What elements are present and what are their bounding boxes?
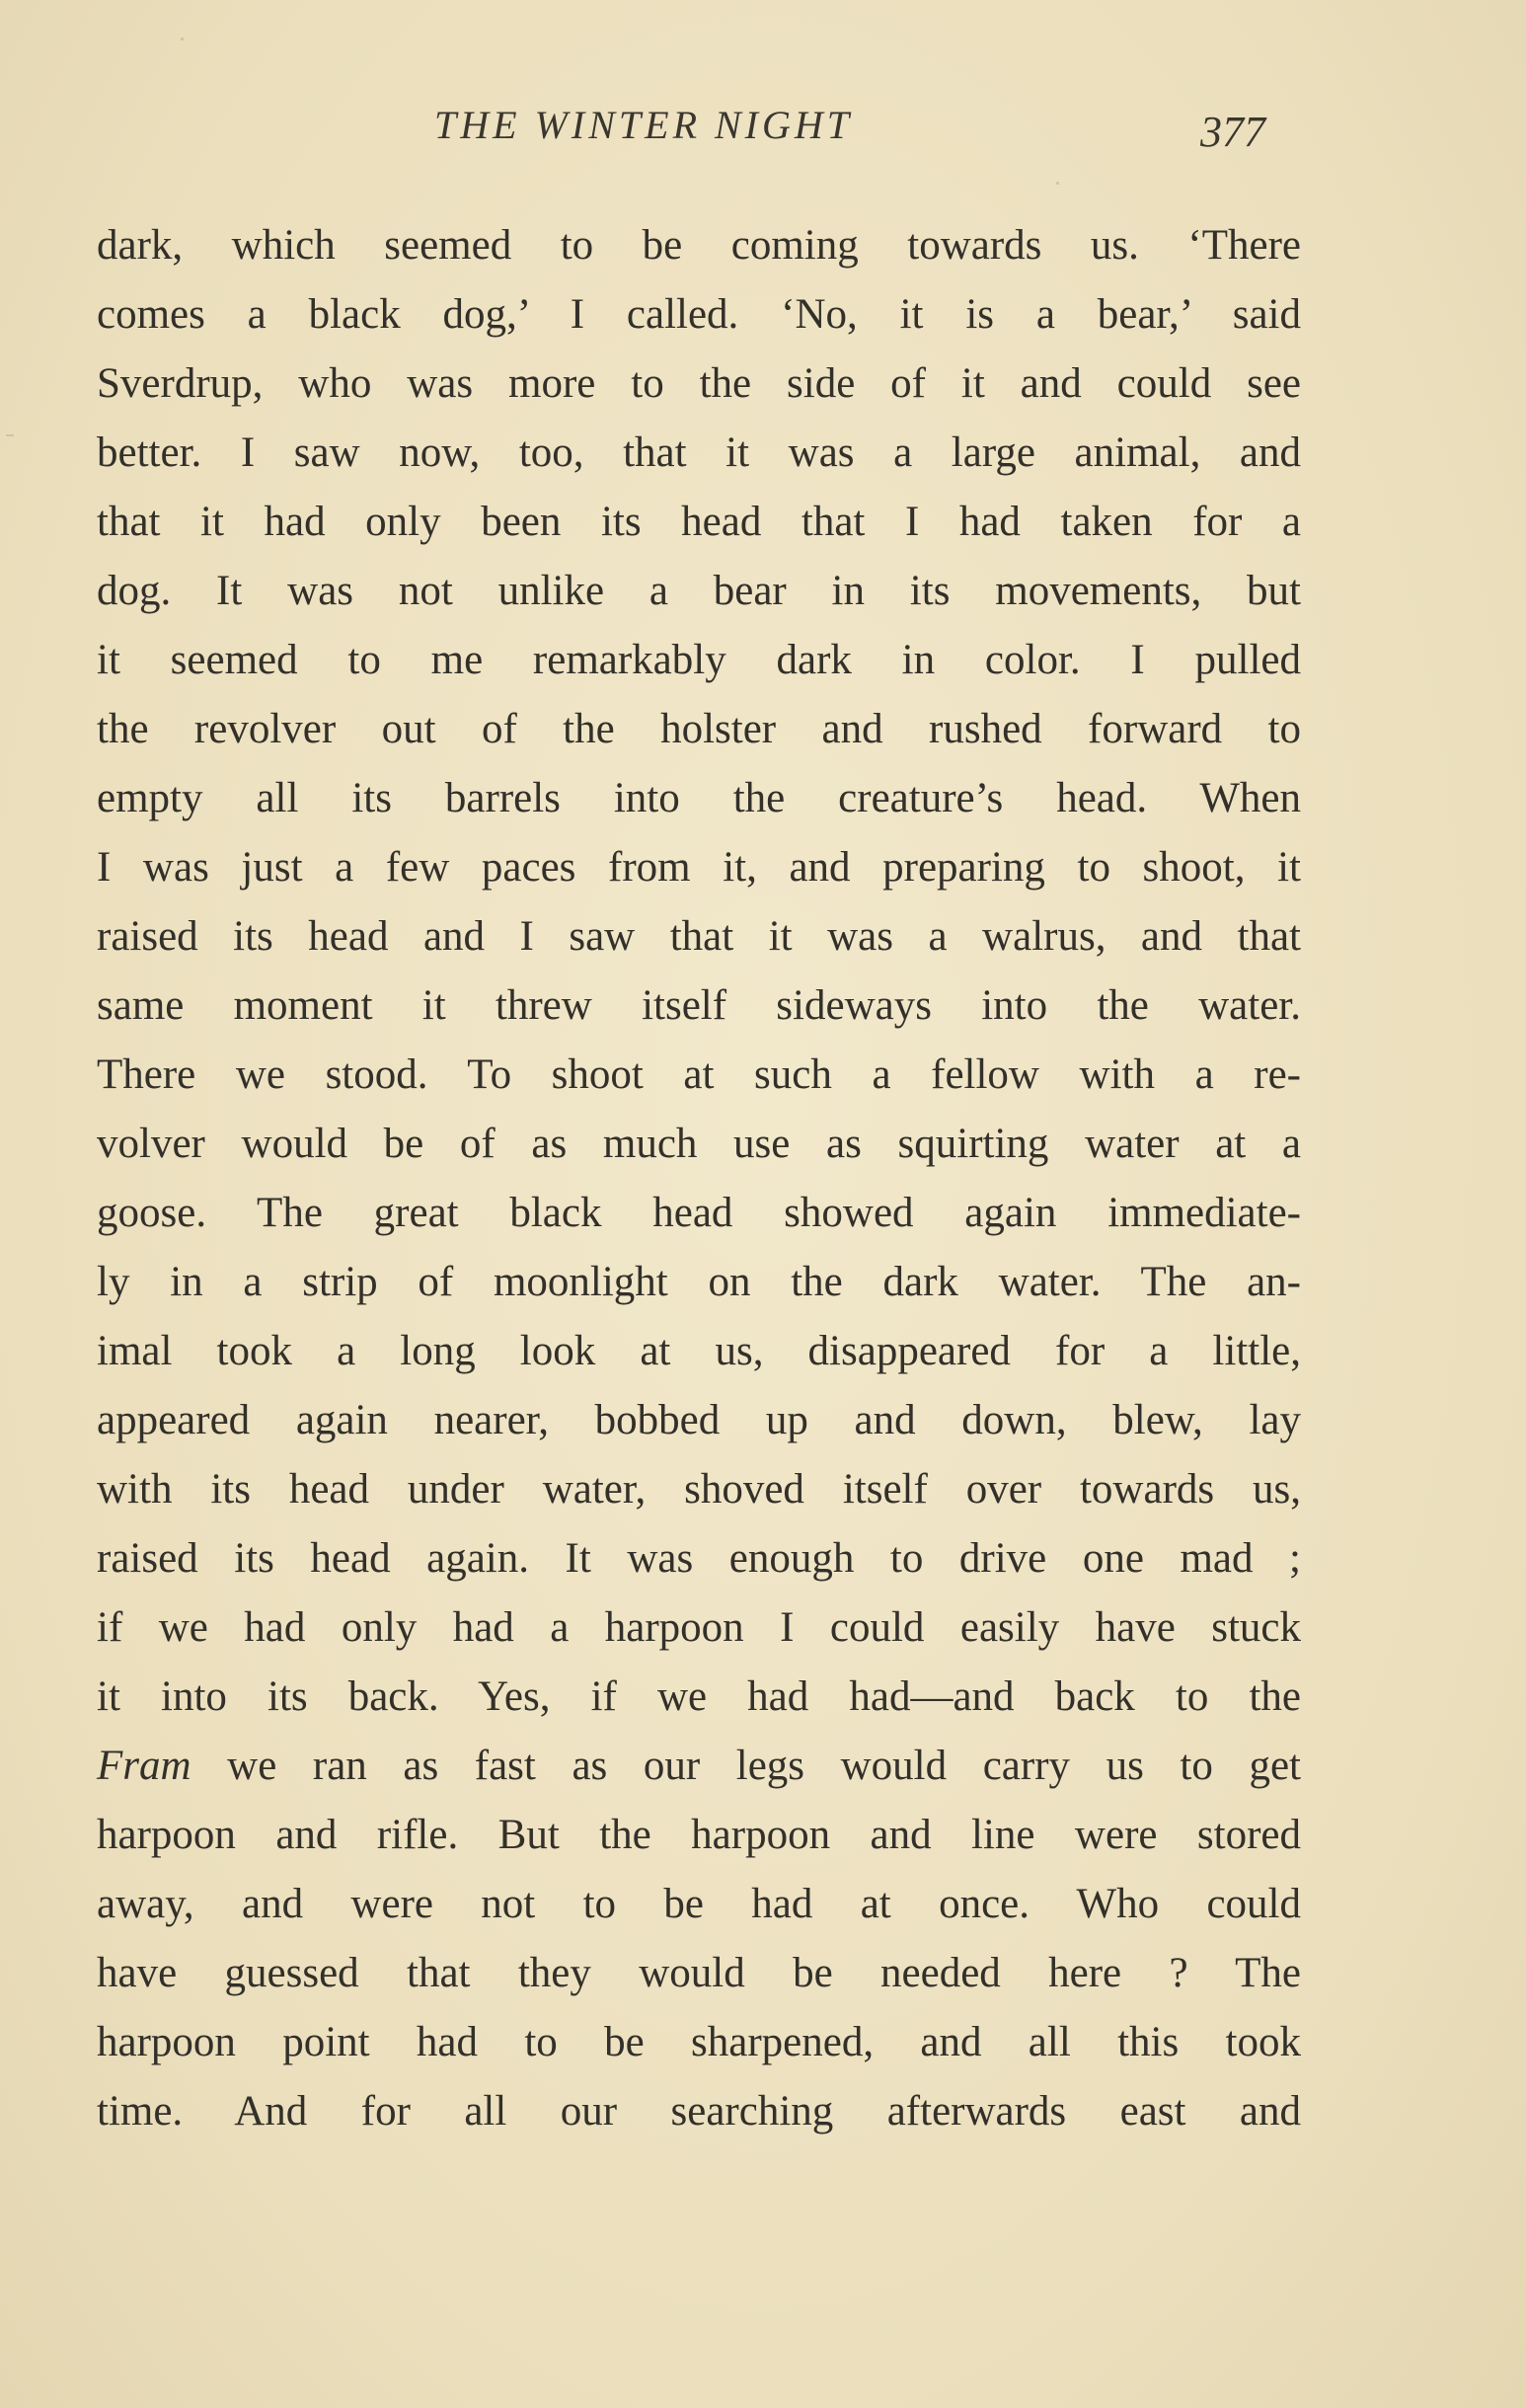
text-line: imal took a long look at us, disappeared for a little, [97, 1328, 1301, 1374]
text-line: I was just a few paces from it, and preparing to shoot, it [97, 844, 1301, 891]
text-line: harpoon and rifle. But the harpoon and line were stored [97, 1812, 1301, 1858]
text-line: have guessed that they would be needed here ? The [97, 1950, 1301, 1996]
text-line: it seemed to me remarkably dark in color. I pulled [97, 637, 1301, 683]
body-text [97, 211, 1301, 2146]
text-line: if we had only had a harpoon I could easily have stuck [97, 1604, 1301, 1651]
text-line: that it had only been its head that I had taken for a [97, 499, 1301, 545]
text-line: dark, which seemed to be coming towards us. ‘There [97, 222, 1301, 269]
text-line: appeared again nearer, bobbed up and down, blew, lay [97, 1397, 1301, 1443]
text-line: it into its back. Yes, if we had had—and back to the [97, 1673, 1301, 1720]
text-line: goose. The great black head showed again immediate- [97, 1190, 1301, 1236]
page-number: 377 [1200, 108, 1265, 156]
text-line: time. And for all our searching afterwards east and [97, 2088, 1301, 2135]
text-line: harpoon point had to be sharpened, and all this took [97, 2019, 1301, 2065]
margin-mark [6, 434, 14, 436]
text-line: dog. It was not unlike a bear in its movements, but [97, 568, 1301, 614]
text-line-rest: we ran as fast as our legs would carry us to get [191, 1743, 1301, 1789]
paper-speck [1056, 182, 1059, 185]
text-line: Sverdrup, who was more to the side of it and could see [97, 360, 1301, 407]
text-line: with its head under water, shoved itself over towards us, [97, 1466, 1301, 1513]
text-line: comes a black dog,’ I called. ‘No, it is a bear,’ said [97, 291, 1301, 338]
text-line: away, and were not to be had at once. Who could [97, 1881, 1301, 1927]
running-title: THE WINTER NIGHT [434, 103, 854, 147]
text-line: ly in a strip of moonlight on the dark water. The an- [97, 1259, 1301, 1305]
text-line: empty all its barrels into the creature’s head. When [97, 775, 1301, 821]
text-line: the revolver out of the holster and rushed forward to [97, 706, 1301, 752]
text-line: better. I saw now, too, that it was a large animal, and [97, 429, 1301, 476]
paper-speck [181, 38, 184, 40]
text-line: same moment it threw itself sideways into the water. [97, 982, 1301, 1029]
text-line: volver would be of as much use as squirting water at a [97, 1121, 1301, 1167]
text-line-fram [97, 1732, 1301, 1801]
text-line: There we stood. To shoot at such a fellow with a re- [97, 1051, 1301, 1098]
text-line: raised its head and I saw that it was a walrus, and that [97, 913, 1301, 960]
ship-name-italic: Fram [97, 1743, 191, 1789]
text-line: raised its head again. It was enough to drive one mad ; [97, 1535, 1301, 1582]
